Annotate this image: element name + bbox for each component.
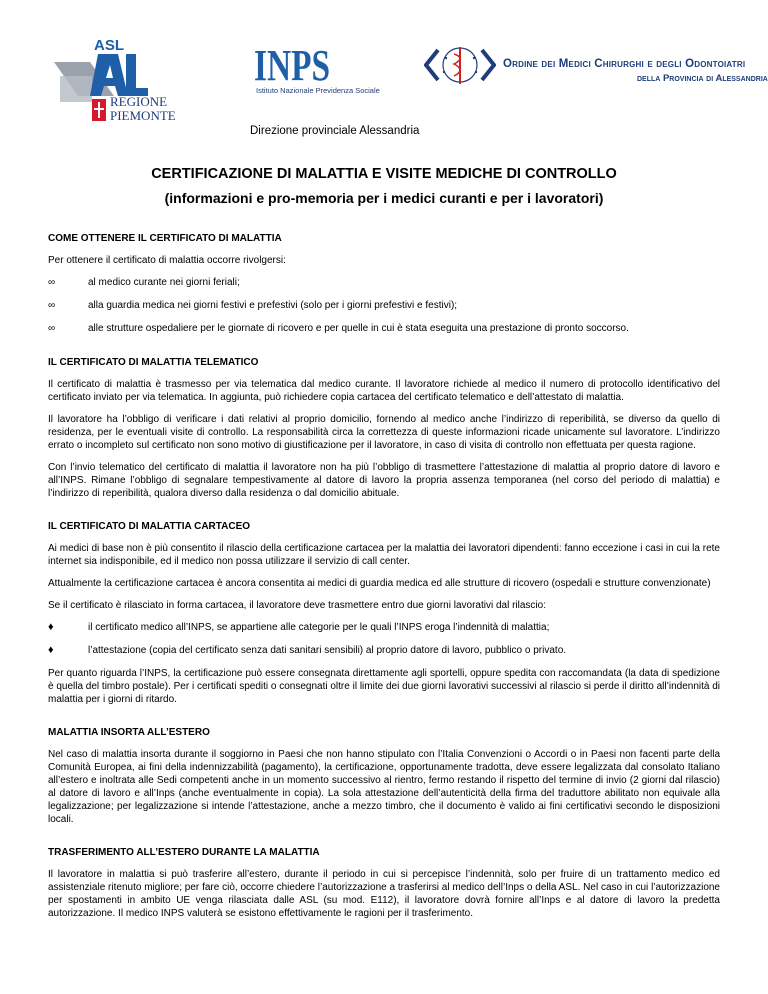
ordine-subtitle: della Provincia di Alessandria [637, 73, 768, 84]
document-title: CERTIFICAZIONE DI MALATTIA E VISITE MEDICHE DI CONTROLLO [151, 166, 617, 182]
list-item-text: alle strutture ospedaliere per le giornate di ricovero e per quelle in cui è stata eseguita una prestazione di pronto soccorso. [88, 323, 629, 334]
list-item [48, 644, 720, 657]
inps-subtitle: Istituto Nazionale Previdenza Sociale [256, 86, 380, 95]
regione-piemonte-logo [92, 95, 202, 129]
infinity-bullet-icon: ∞ [48, 323, 56, 334]
diamond-bullet-icon: ♦ [48, 644, 54, 656]
asl-label: ASL [94, 38, 124, 54]
letterhead [0, 0, 768, 150]
inps-logo [254, 40, 334, 90]
regione-line2: PIEMONTE [110, 108, 176, 123]
list-item [48, 299, 720, 312]
paragraph: Il lavoratore ha l’obbligo di verificare i dati relativi al proprio domicilio, fornendo al medico anche l’indirizzo di reperibilità, se diverso da quello di residenza, per le eventuali visite di controllo. La responsabilità circa la correttezza di queste informazioni ricade unicamente sul lavoratore. L’indirizzo errato o incompleto sul certificato non sono motivo di giustificazione per il lavoratore, in caso di visita di controllo non effettuata per questa ragione. [48, 414, 720, 451]
paragraph: Per quanto riguarda l’INPS, la certificazione può essere consegnata direttamente agli sportelli, oppure spedita con raccomandata (la data di spedizione è quella del timbro postale). Per i certificati spediti o consegnati oltre il limite dei due giorni lavorativi successivi al rilascio si perde il diritto all’indennità di malattia per i giorni di ritardo. [48, 668, 720, 705]
section-heading-come-ottenere: COME OTTENERE IL CERTIFICATO DI MALATTIA [48, 233, 282, 244]
infinity-bullet-icon: ∞ [48, 277, 56, 288]
diamond-bullet-icon: ♦ [48, 621, 54, 633]
list-item-text: al medico curante nei giorni feriali; [88, 277, 240, 288]
regione-line1: REGIONE [110, 94, 168, 109]
list-item [48, 621, 720, 634]
list-item [48, 276, 720, 289]
paragraph: Con l’invio telematico del certificato di malattia il lavoratore non ha più l’obbligo di trasmettere l’attestazione di malattia al proprio datore di lavoro e all’INPS. Rimane l’obbligo di segnalare tempestivamente al datore di lavoro la propria assenza temporanea (nel corso del periodo di malattia) e l’indirizzo di reperibilità, qualora diverso dalla residenza o dal domicilio abituale. [48, 462, 720, 499]
list-item-text: alla guardia medica nei giorni festivi e prefestivi (solo per i giorni prefestivi e festivi); [88, 300, 458, 311]
section-heading-estero: MALATTIA INSORTA ALL’ESTERO [48, 727, 210, 738]
paragraph: Se il certificato è rilasciato in forma cartacea, il lavoratore deve trasmettere entro due giorni lavorativi dal rilascio: [48, 600, 546, 611]
section-heading-trasferimento: TRASFERIMENTO ALL’ESTERO DURANTE LA MALATTIA [48, 847, 320, 858]
paragraph: Attualmente la certificazione cartacea è ancora consentita ai medici di guardia medica ed alle strutture di ricovero (ospedali e strutture convenzionate) [48, 578, 711, 589]
paragraph: Ai medici di base non è più consentito il rilascio della certificazione cartacea per la malattia dei lavoratori dipendenti: fanno eccezione i casi in cui la rete internet sia indisponibile, ed il medico non possa utilizzare il servizio di call center. [48, 543, 720, 567]
ordine-title: Ordine dei Medici Chirurghi e degli Odontoiatri [503, 58, 746, 70]
inps-label: INPS [254, 41, 330, 90]
paragraph: Nel caso di malattia insorta durante il soggiorno in Paesi che non hanno stipulato con l’Italia Convenzioni o Accordi o in Paesi non facenti parte della Comunità Europea, ai fini della indennizzabilità (pagamento), la certificazione, opportunamente tradotta, deve essere legalizzata dal consolato Italiano all’estero e inoltrata alle Sedi competenti anche in un momento successivo al rientro, fermo restando il rispetto del termine di invio (2 giorni dal rilascio) al datore di lavoro e all’Inps (anche eventualmente in copia). La sola attestazione dell’autenticità della firma del traduttore abilitato non equivale alla legalizzazione; per legalizzazione si intende l’attestazione, anche a mezzo timbro, che il documento è valido ai fini certificativi secondo le disposizioni locali. [48, 749, 720, 825]
infinity-bullet-icon: ∞ [48, 300, 56, 311]
paragraph: Per ottenere il certificato di malattia occorre rivolgersi: [48, 255, 286, 266]
document-subtitle: (informazioni e pro-memoria per i medici curanti e per i lavoratori) [164, 190, 604, 206]
section-heading-telematico: IL CERTIFICATO DI MALATTIA TELEMATICO [48, 357, 259, 368]
ordine-medici-logo [424, 42, 496, 88]
list-item [48, 322, 720, 335]
section-heading-cartaceo: IL CERTIFICATO DI MALATTIA CARTACEO [48, 521, 251, 532]
list-item-text: il certificato medico all’INPS, se appartiene alle categorie per le quali l’INPS eroga l’indennità di malattia; [88, 622, 550, 633]
paragraph: Il certificato di malattia è trasmesso per via telematica dal medico curante. Il lavoratore richiede al medico il numero di protocollo identificativo del certificato inviato per via telematica. In aggiunta, può richiedere copia cartacea del certificato telematico e dell’attestato di malattia. [48, 379, 720, 403]
regione-shield-icon [92, 99, 106, 121]
paragraph: Il lavoratore in malattia si può trasferire all’estero, durante il periodo in cui si percepisce l’indennità, solo per fruire di un trattamento medico ed assistenziale ritenuto migliore; per fare ciò, occorre chiedere l’autorizzazione a trasferirsi al medico dell’Inps o della ASL. Nel caso in cui l’autorizzazione per spostamenti in ambito UE venga rilasciata dalle ASL (su mod. E112), il lavoratore dovrà fornire all’Inps e al datore di lavoro la predetta autorizzazione. Il medico INPS valuterà se esistono effettivamente le ragioni per il trasferimento. [48, 869, 720, 919]
direzione-provinciale: Direzione provinciale Alessandria [250, 125, 420, 137]
list-item-text: l’attestazione (copia del certificato senza dati sanitari sensibili) al proprio datore di lavoro, pubblico o privato. [88, 645, 567, 656]
document-body [48, 232, 720, 929]
